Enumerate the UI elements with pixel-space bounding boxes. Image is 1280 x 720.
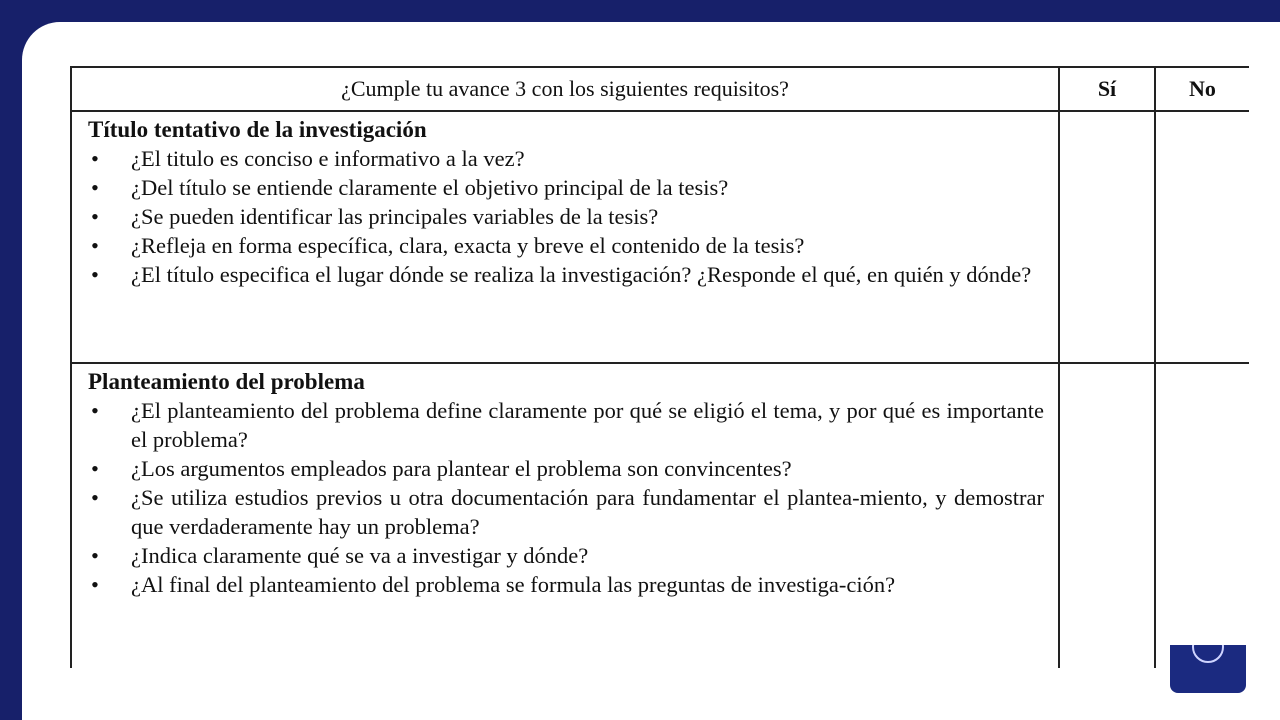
section-title: Título tentativo de la investigación [88,117,427,142]
list-item [88,570,1044,599]
list-item-text: ¿Del título se entiende claramente el objetivo principal de la tesis? [131,175,729,200]
bullet-icon: • [91,204,99,229]
yes-checkbox-cell[interactable] [1059,363,1155,668]
list-item-text: ¿Indica claramente qué se va a investigar y dónde? [131,543,589,568]
list-item-text: ¿El titulo es conciso e informativo a la vez? [131,146,525,171]
requirements-table-container [70,66,1249,668]
bullet-icon: • [91,146,99,171]
list-item [88,454,1044,483]
yes-column-header: Sí [1059,67,1155,111]
list-item [88,541,1044,570]
list-item [88,260,1044,289]
bullet-icon: • [91,175,99,200]
bullet-icon: • [91,398,99,423]
yes-checkbox-cell[interactable] [1059,111,1155,363]
list-item-text: ¿Los argumentos empleados para plantear el problema son convincentes? [131,456,792,481]
section-title: Planteamiento del problema [88,369,365,394]
list-item-text: ¿Se pueden identificar las principales variables de la tesis? [131,204,659,229]
list-item-text: ¿El título especifica el lugar dónde se realiza la investigación? ¿Responde el qué, en quién y dónde? [131,262,1032,287]
no-checkbox-cell[interactable] [1155,111,1249,363]
table-row [71,363,1249,668]
no-column-header: No [1155,67,1249,111]
list-item [88,483,1044,541]
list-item [88,144,1044,173]
list-item-text: ¿Se utiliza estudios previos u otra documentación para fundamentar el plantea-miento, y demostrar que verdaderamente hay un problema? [131,485,1044,539]
list-item-text: ¿El planteamiento del problema define claramente por qué se eligió el tema, y por qué es importante el problema? [131,398,1044,452]
bullet-icon: • [91,456,99,481]
list-item-text: ¿Refleja en forma específica, clara, exacta y breve el contenido de la tesis? [131,233,805,258]
list-item [88,231,1044,260]
list-item [88,202,1044,231]
table-header-row [71,67,1249,111]
no-checkbox-cell[interactable] [1155,363,1249,668]
slide-canvas [22,22,1280,720]
list-item-text: ¿Al final del planteamiento del problema se formula las preguntas de investiga-ción? [131,572,896,597]
table-row [71,111,1249,363]
bullet-icon: • [91,572,99,597]
bullet-icon: • [91,262,99,287]
question-header: ¿Cumple tu avance 3 con los siguientes requisitos? [71,67,1059,111]
list-item [88,396,1044,454]
requirement-list [88,396,1044,599]
requirements-cell [71,111,1059,363]
bullet-icon: • [91,485,99,510]
list-item [88,173,1044,202]
requirements-table [70,66,1249,668]
circle-icon [1192,645,1224,663]
bullet-icon: • [91,543,99,568]
requirement-list [88,144,1044,289]
requirements-cell [71,363,1059,668]
corner-nav-button[interactable] [1170,645,1246,693]
bullet-icon: • [91,233,99,258]
